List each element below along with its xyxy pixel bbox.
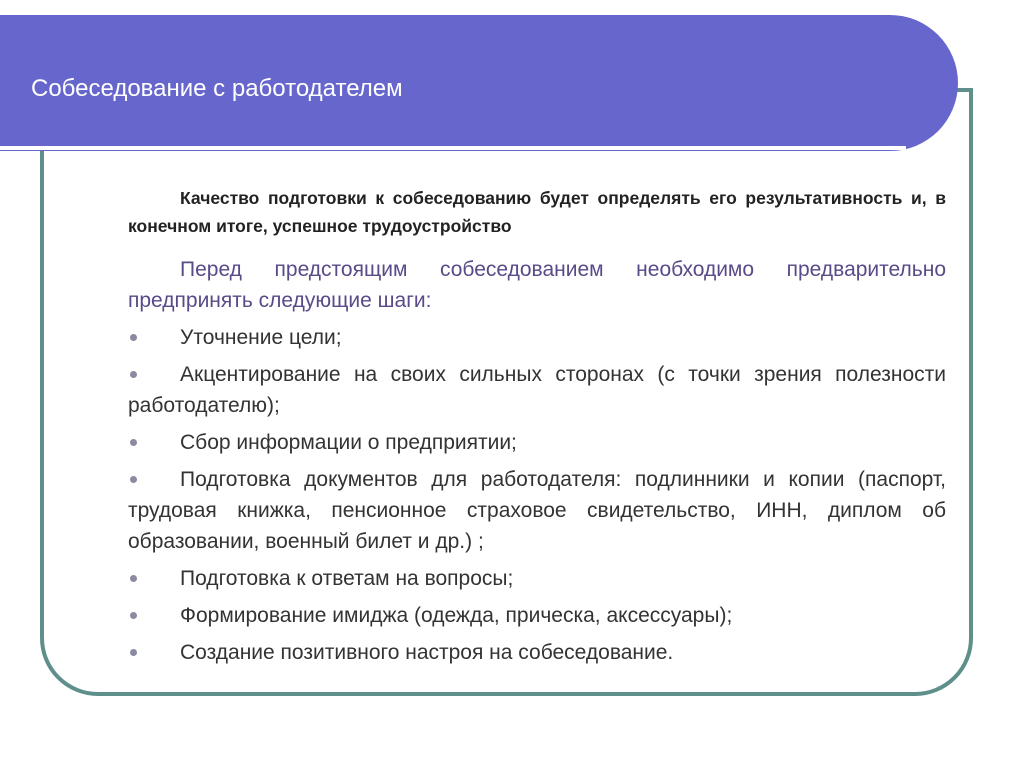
bullet-dot-icon [130,649,137,656]
step-item [128,464,946,557]
title-underline [0,146,906,150]
slide-title: Собеседование с работодателем [31,75,403,102]
step-text: Формирование имиджа (одежда, прическа, аксессуары); [180,604,733,627]
lead-paragraph: Качество подготовки к собеседованию будет определять его результативность и, в конечном итоге, успешное трудоустройство [128,188,946,236]
step-text: Подготовка документов для работодателя: подлинники и копии (паспорт, трудовая книжка, пенсионное страховое свидетельство, ИНН, диплом об образовании, военный билет и др.) ; [128,468,946,553]
step-text: Акцентирование на своих сильных сторонах (с точки зрения полезности работодателю); [128,363,946,417]
step-item [128,322,946,353]
step-item [128,600,946,631]
title-bar [0,15,958,151]
intro-paragraph: Перед предстоящим собеседованием необходимо предварительно предпринять следующие шаги: [128,258,946,312]
step-text: Сбор информации о предприятии; [180,431,517,454]
step-item [128,427,946,458]
step-text: Подготовка к ответам на вопросы; [180,567,514,590]
bullet-dot-icon [130,334,137,341]
bullet-dot-icon [130,371,137,378]
steps-list [128,322,946,668]
step-item [128,637,946,668]
step-item [128,563,946,594]
slide-body [128,184,946,674]
step-text: Уточнение цели; [180,326,342,349]
step-text: Создание позитивного настроя на собеседование. [180,641,674,664]
step-item [128,359,946,421]
bullet-dot-icon [130,575,137,582]
bullet-dot-icon [130,439,137,446]
bullet-dot-icon [130,476,137,483]
bullet-dot-icon [130,612,137,619]
